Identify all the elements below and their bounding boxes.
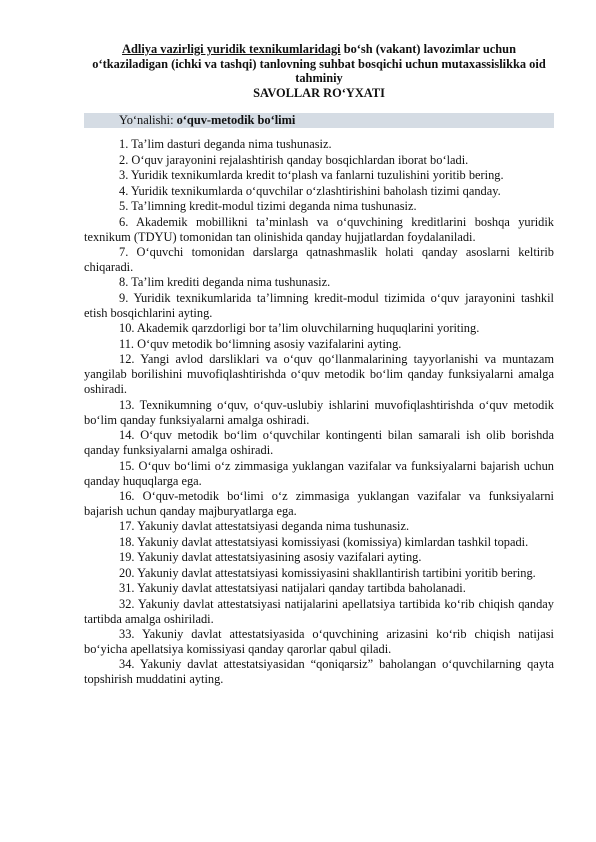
question-item: 12. Yangi avlod darsliklari va o‘quv qo‘llanmalarining tayyorlanishi va muntazam yangilab borilishini muvofiqlashtirishda o‘quv metodik bo‘lim qanday funksiyalarni amalga oshiradi. bbox=[84, 352, 554, 397]
document-page bbox=[84, 42, 554, 688]
document-title bbox=[84, 42, 554, 100]
direction-band bbox=[84, 113, 554, 128]
question-item: 7. O‘quvchi tomonidan darslarga qatnashmaslik holati qanday asoslarni keltirib chiqaradi. bbox=[84, 245, 554, 274]
direction-value: o‘quv-metodik bo‘limi bbox=[176, 113, 296, 128]
question-item: 20. Yakuniy davlat attestatsiyasi komissiyasini shakllantirish tartibini yoritib bering. bbox=[119, 565, 536, 580]
question-item: 18. Yakuniy davlat attestatsiyasi komissiyasi (komissiya) kimlardan tashkil topadi. bbox=[119, 534, 529, 549]
question-item: 4. Yuridik texnikumlarda o‘quvchilar o‘zlashtirishini baholash tizimi qanday. bbox=[119, 183, 501, 198]
question-item: 34. Yakuniy davlat attestatsiyasidan “qoniqarsiz” baholangan o‘quvchilarning qayta topshirish muddatini ayting. bbox=[84, 657, 554, 687]
question-item: 1. Ta’lim dasturi deganda nima tushunasiz. bbox=[119, 137, 332, 152]
question-item: 17. Yakuniy davlat attestatsiyasi deganda nima tushunasiz. bbox=[119, 519, 410, 534]
question-item: 33. Yakuniy davlat attestatsiyasida o‘quvchining arizasini ko‘rib chiqish natijasi bo‘yicha apellatsiya komissiyasi qanday qarorlar qabul qiladi. bbox=[84, 627, 554, 656]
question-item: 8. Ta’lim krediti deganda nima tushunasiz. bbox=[119, 275, 331, 290]
question-item: 2. O‘quv jarayonini rejalashtirish qanday bosqichlardan iborat bo‘ladi. bbox=[119, 152, 469, 167]
title-underlined-part: Adliya vazirligi yuridik texnikumlaridagi bbox=[122, 42, 341, 56]
question-item: 10. Akademik qarzdorligi bor ta’lim oluvchilarning huquqlarini yoriting. bbox=[119, 321, 480, 336]
question-item: 16. O‘quv-metodik bo‘limi o‘z zimmasiga yuklangan vazifalar va funksiyalarni bajarish uchun qanday majburyatlarga ega. bbox=[84, 488, 554, 518]
question-item: 5. Ta’limning kredit-modul tizimi deganda nima tushunasiz. bbox=[119, 199, 417, 214]
title-rest: bo‘sh (vakant) lavozimlar uchun o‘tkaziladigan (ichki va tashqi) tanlovning suhbat bosqichi uchun mutaxassislikka oid tahminiy bbox=[92, 42, 546, 86]
questions-list bbox=[84, 137, 554, 687]
question-item: 15. O‘quv bo‘limi o‘z zimmasiga yuklangan vazifalar va funksiyalarni bajarish uchun qanday huquqlarga ega. bbox=[84, 458, 554, 488]
question-item: 31. Yakuniy davlat attestatsiyasi natijalari qanday tartibda baholanadi. bbox=[119, 581, 466, 596]
question-item: 32. Yakuniy davlat attestatsiyasi natijalarini apellatsiya tartibida ko‘rib chiqish qanday tartibda amalga oshiriladi. bbox=[84, 596, 554, 626]
question-item: 11. O‘quv metodik bo‘limning asosiy vazifalarini ayting. bbox=[119, 336, 402, 351]
question-item: 19. Yakuniy davlat attestatsiyasining asosiy vazifalari ayting. bbox=[119, 550, 422, 565]
document-subtitle: SAVOLLAR RO‘YXATI bbox=[253, 85, 385, 100]
question-item: 6. Akademik mobillikni ta’minlash va o‘quvchining kreditlarini boshqa yuridik texnikum (TDYU) tomonidan tan olinishida qanday hujjatlardan foydalaniladi. bbox=[84, 214, 554, 244]
question-item: 9. Yuridik texnikumlarida ta’limning kredit-modul tizimida o‘quv jarayonini tashkil etish bosqichlarini ayting. bbox=[84, 290, 554, 320]
question-item: 3. Yuridik texnikumlarda kredit to‘plash va fanlarni tuzulishini yoritib bering. bbox=[119, 168, 504, 183]
question-item: 14. O‘quv metodik bo‘lim o‘quvchilar kontingenti bilan samarali ish olib borishda qanday funksiyalarni amalga oshiradi. bbox=[84, 428, 554, 458]
question-item: 13. Texnikumning o‘quv, o‘quv-uslubiy ishlarini muvofiqlashtirishda o‘quv metodik bo‘lim qanday funksiyalarni amalga oshiradi. bbox=[84, 397, 554, 427]
direction-label: Yo‘nalishi: bbox=[119, 113, 177, 128]
